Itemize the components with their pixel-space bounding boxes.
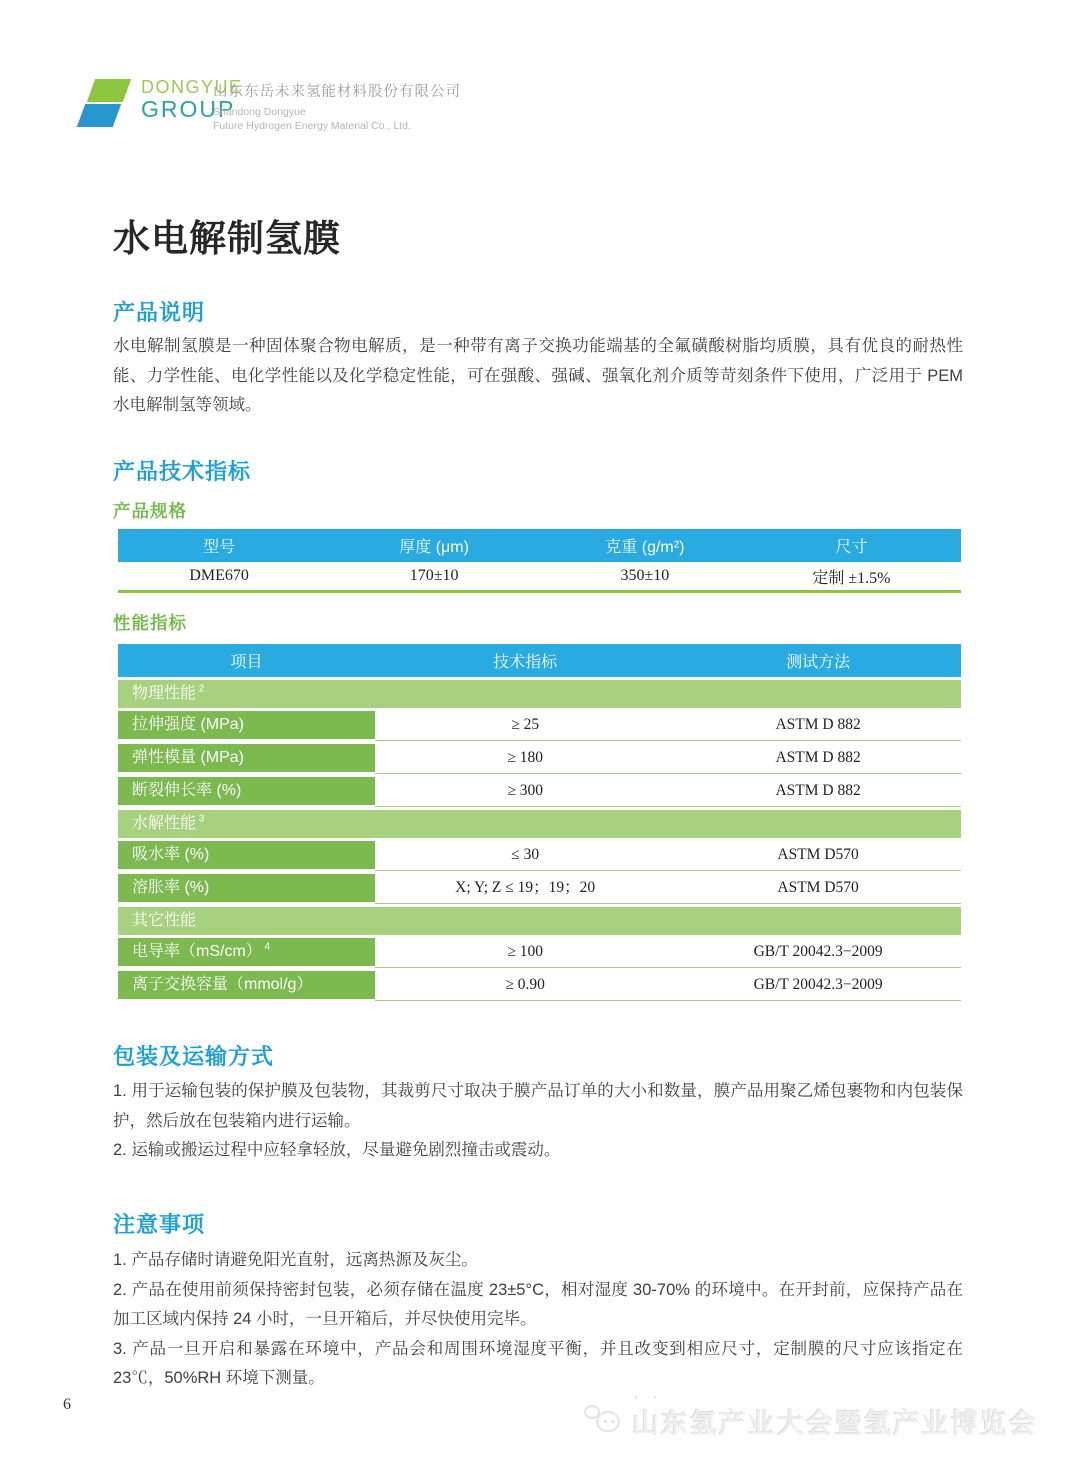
perf-data-row (118, 711, 961, 741)
spec-data-cell: 350±10 (620, 567, 670, 584)
performance-table-body (118, 680, 961, 1001)
spec-table-data-row (118, 562, 961, 593)
spec-data-cell: DME670 (189, 567, 249, 584)
logo-green-shape (87, 79, 131, 102)
perf-data-row (118, 938, 961, 968)
perf-section-label: 物理性能 $^2$ (118, 680, 961, 708)
subheading-performance: 性能指标 (113, 613, 187, 633)
perf-row-label: 拉伸强度 (MPa) (118, 711, 375, 739)
perf-row-method: ASTM D 882 (675, 777, 961, 807)
page-title: 水电解制氢膜 (113, 218, 341, 259)
packaging-items (113, 1077, 963, 1166)
perf-data-row (118, 777, 961, 807)
subheading-product-spec: 产品规格 (113, 501, 187, 521)
perf-row-method: ASTM D570 (675, 841, 961, 871)
perf-row-label: 弹性模量 (MPa) (118, 744, 375, 772)
logo-line1: DONGYUE (141, 77, 243, 97)
dongyue-logo-icon (77, 78, 135, 130)
product-description-text (113, 332, 963, 421)
perf-data-row (118, 971, 961, 1001)
product-description-paragraph: 水电解制氢膜是一种固体聚合物电解质，是一种带有离子交换功能端基的全氟磺酸树脂均质膜，具有优良的耐热性能、力学性能、电化学性能以及化学稳定性能，可在强酸、强碱、强氧化剂介质等苛刻条件下使用，广泛用于 PEM 水电解制氢等领域。 (113, 337, 963, 414)
performance-table (118, 644, 961, 1004)
footnote-superscript: 3 (196, 813, 205, 825)
perf-section-row (118, 907, 961, 935)
packaging-item: 2. 运输或搬运过程中应轻拿轻放，尽量避免剧烈撞击或震动。 (113, 1141, 561, 1159)
heading-packaging: 包装及运输方式 (113, 1044, 275, 1069)
perf-header-cell: 项目 (230, 654, 263, 671)
perf-row-value: ≥ 25 (375, 711, 675, 741)
spec-header-cell: 厚度 (μm) (399, 539, 469, 556)
perf-row-method: ASTM D 882 (675, 744, 961, 774)
heading-technical-indicators: 产品技术指标 (113, 459, 252, 484)
perf-row-value: ≥ 300 (375, 777, 675, 807)
page-number: 6 (63, 1396, 71, 1413)
watermark-text: 山东氢产业大会暨氢产业博览会 (632, 1409, 1038, 1439)
heading-product-description: 产品说明 (113, 300, 206, 325)
spec-table (118, 529, 961, 593)
perf-row-label: 断裂伸长率 (%) (118, 777, 375, 805)
watermark-dots: . . (634, 1386, 663, 1401)
packaging-item: 1. 用于运输包装的保护膜及包装物，其裁剪尺寸取决于膜产品订单的大小和数量，膜产品用聚乙烯包裹物和内包装保护，然后放在包装箱内进行运输。 (113, 1082, 963, 1130)
logo-line2: GROUP (141, 96, 236, 122)
wechat-bubble-small (584, 1405, 600, 1419)
footnote-superscript: 2 (196, 683, 205, 695)
spec-header-cell: 克重 (g/m²) (605, 539, 685, 556)
perf-row-value: ≤ 30 (375, 841, 675, 871)
spec-header-cell: 尺寸 (835, 539, 868, 556)
perf-section-row (118, 680, 961, 708)
footer-watermark (582, 1402, 1038, 1441)
perf-section-label: 水解性能 $^3$ (118, 810, 961, 838)
spec-data-cell: 定制 ±1.5% (812, 569, 891, 587)
perf-section-label: 其它性能 (118, 907, 961, 935)
logo-blue-shape (77, 104, 121, 127)
footnote-superscript: 4 (261, 941, 271, 953)
company-name-cn: 山东东岳未来氢能材料股份有限公司 (213, 84, 461, 100)
perf-row-label: 电导率（mS/cm） $^4$ (118, 938, 375, 966)
spec-data-cell: 170±10 (409, 567, 459, 584)
spec-table-header-row (118, 529, 961, 562)
note-item: 3. 产品一旦开启和暴露在环境中，产品会和周围环境湿度平衡，并且改变到相应尺寸，定制膜的尺寸应该指定在 23℃，50%RH 环境下测量。 (113, 1339, 963, 1387)
perf-row-value: ≥ 180 (375, 744, 675, 774)
perf-header-cell: 测试方法 (786, 654, 851, 671)
notes-items (113, 1246, 963, 1394)
perf-row-label: 溶胀率 (%) (118, 874, 375, 902)
performance-table-header-row (118, 644, 961, 677)
perf-section-row (118, 810, 961, 838)
company-name-en (213, 105, 461, 133)
perf-row-method: ASTM D 882 (675, 711, 961, 741)
wechat-icon (582, 1403, 626, 1441)
perf-row-method: ASTM D570 (675, 874, 961, 904)
company-name-en-line2: Future Hydrogen Energy Material Co., Ltd. (213, 120, 411, 132)
note-item: 2. 产品在使用前须保持密封包装，必须存储在温度 23±5°C，相对湿度 30-70% 的环境中。在开封前，应保持产品在加工区域内保持 24 小时，一旦开箱后，并尽快使用完毕。 (113, 1280, 963, 1328)
perf-data-row (118, 744, 961, 774)
heading-notes: 注意事项 (113, 1212, 206, 1237)
perf-row-label: 吸水率 (%) (118, 841, 375, 869)
perf-row-method: GB/T 20042.3−2009 (675, 971, 961, 1001)
perf-row-label: 离子交换容量（mmol/g） (118, 971, 375, 999)
perf-header-cell: 技术指标 (493, 654, 558, 671)
perf-data-row (118, 841, 961, 871)
perf-row-value: X; Y; Z ≤ 19；19；20 (375, 874, 675, 904)
perf-row-value: ≥ 0.90 (375, 971, 675, 1001)
perf-data-row (118, 874, 961, 904)
note-item: 1. 产品存储时请避免阳光直射，远离热源及灰尘。 (113, 1251, 478, 1269)
spec-header-cell: 型号 (203, 539, 236, 556)
perf-row-method: GB/T 20042.3−2009 (675, 938, 961, 968)
perf-row-value: ≥ 100 (375, 938, 675, 968)
company-name-block (213, 80, 461, 133)
company-name-en-line1: Shandong Dongyue (213, 106, 306, 118)
